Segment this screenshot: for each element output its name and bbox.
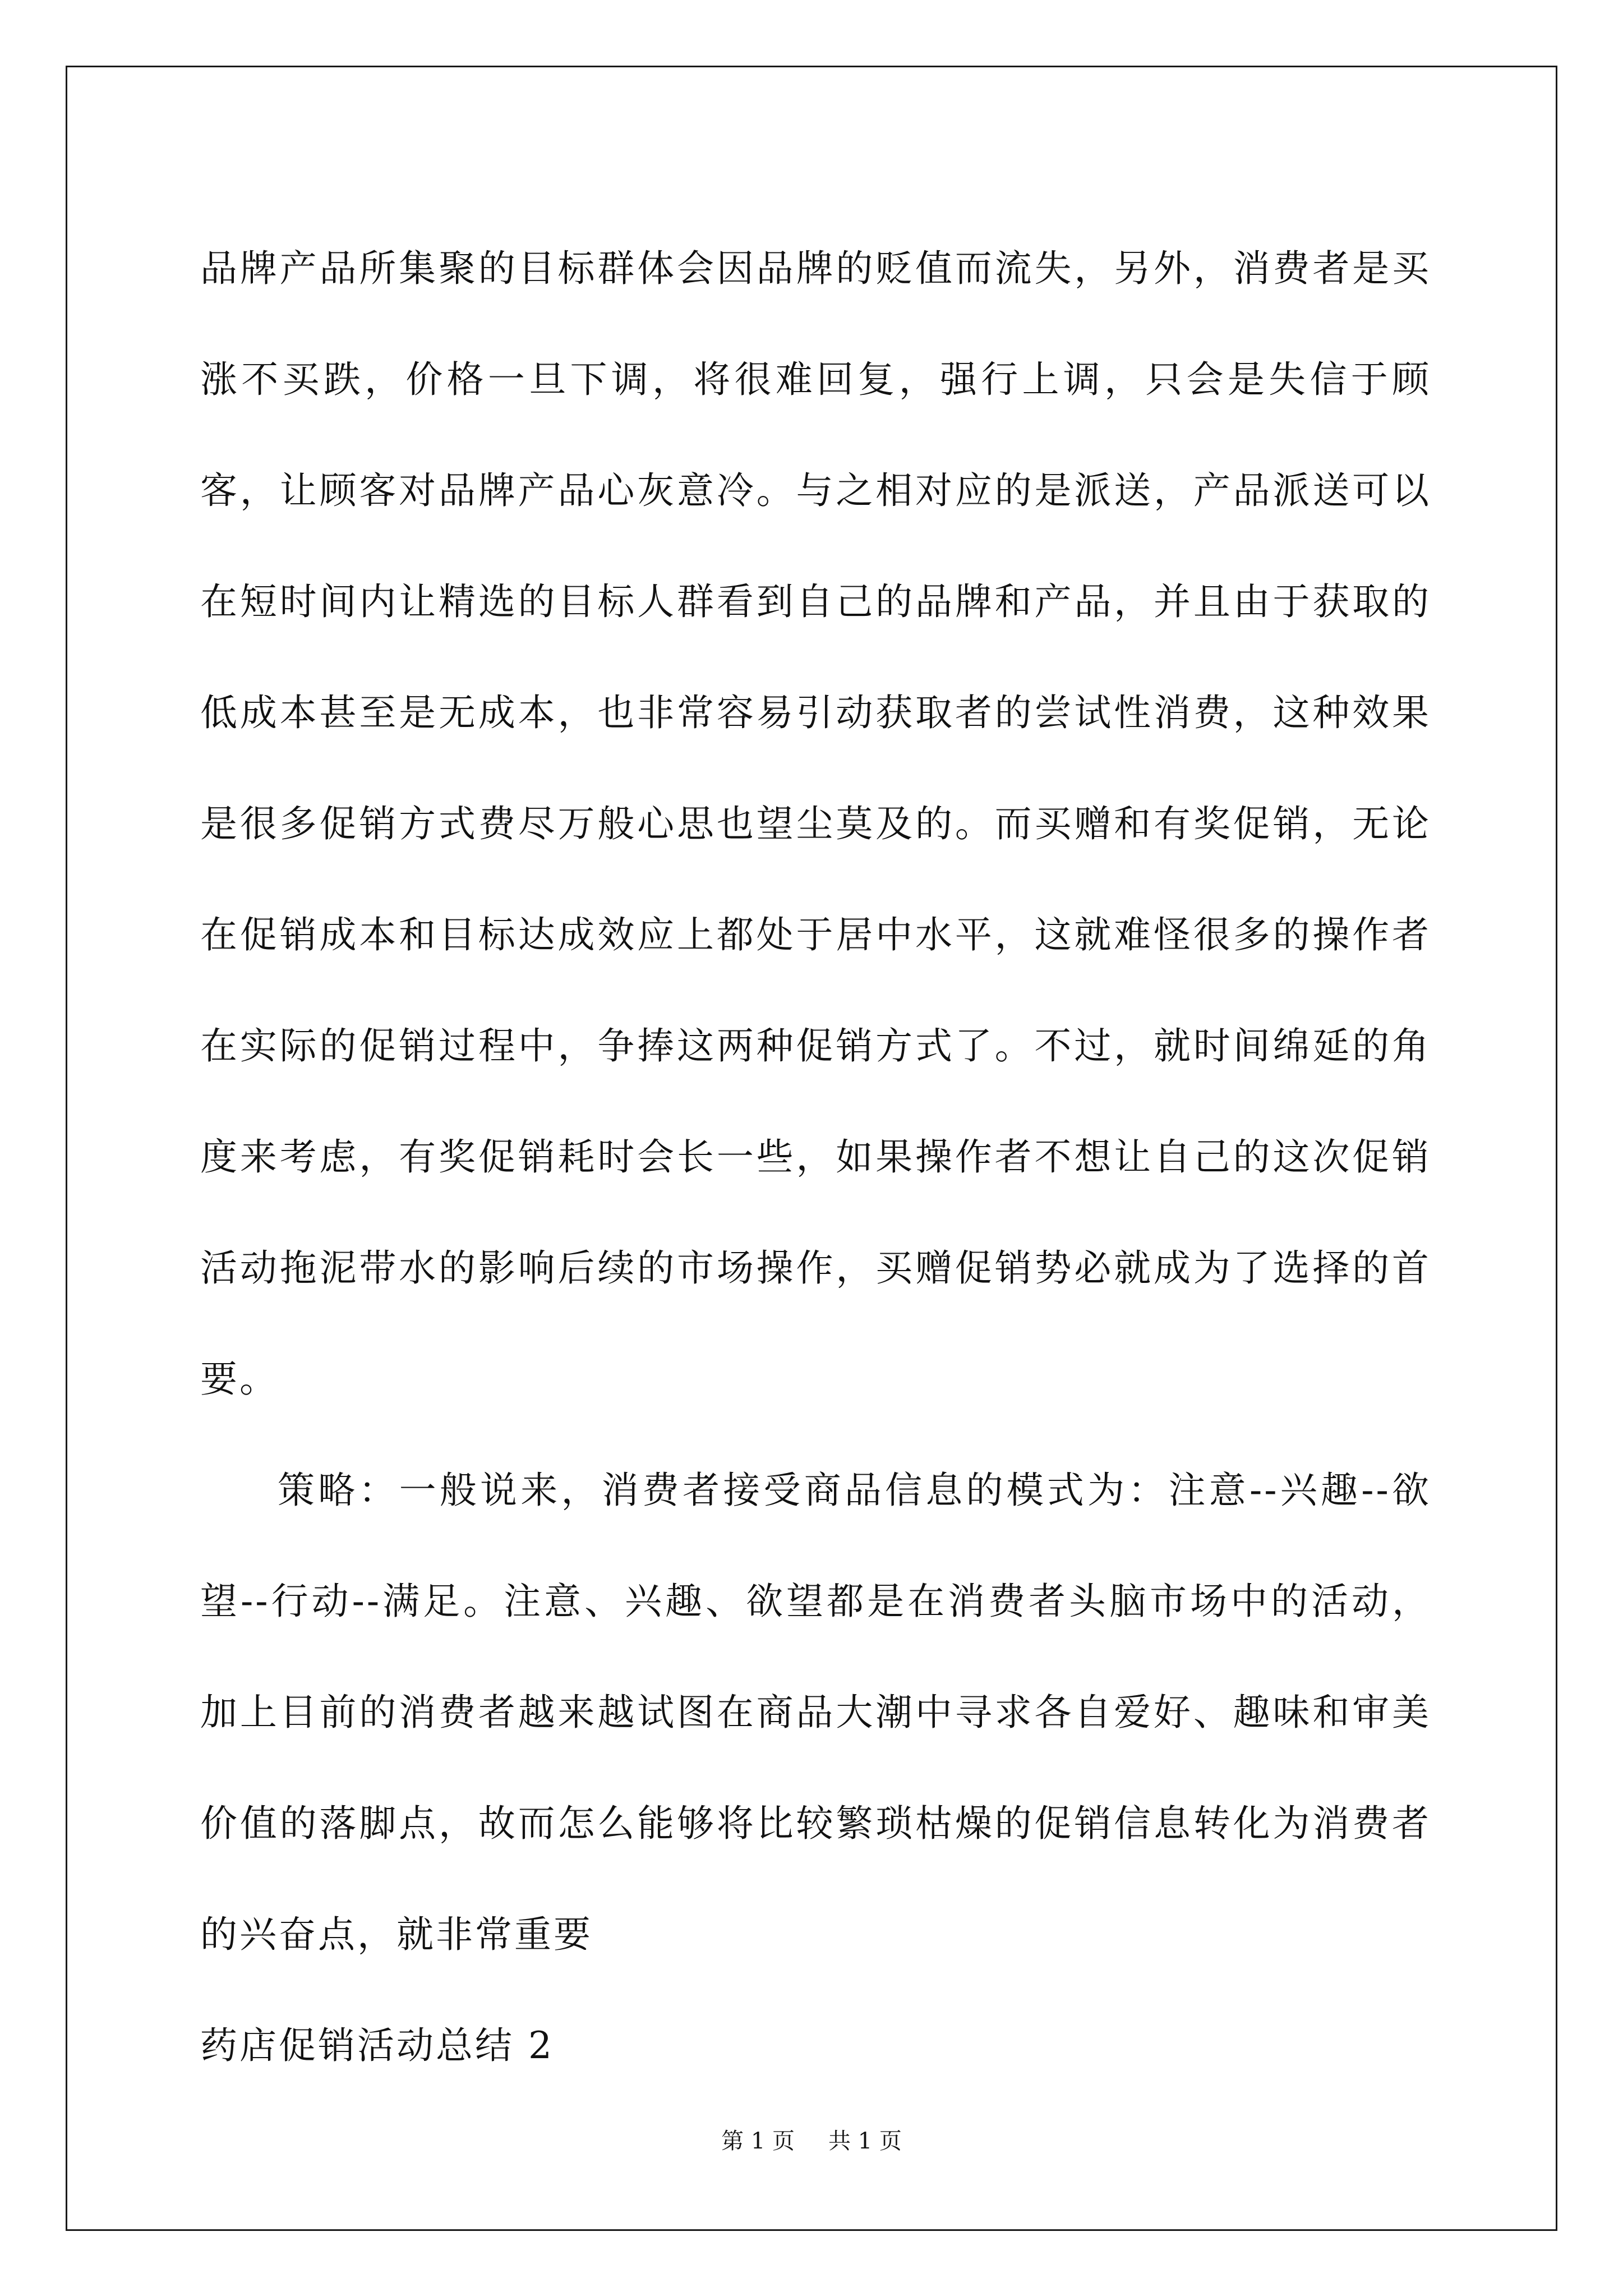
section-heading: 药店促销活动总结 2 xyxy=(200,2024,554,2067)
page-number: 第 1 页 xyxy=(721,2128,795,2154)
page-total: 共 1 页 xyxy=(828,2128,902,2154)
body-paragraph-1: 品牌产品所集聚的目标群体会因品牌的贬值而流失，另外，消费者是买涨不买跌，价格一旦下调，将很难回复，强行上调，只会是失信于顾客，让顾客对品牌产品心灰意冷。与之相对应的是派送，产品派送可以在短时间内让精选的目标人群看到自己的品牌和产品，并且由于获取的低成本甚至是无成本，也非常容易引动获取者的尝试性消费，这种效果是很多促销方式费尽万般心思也望尘莫及的。而买赠和有奖促销，无论在促销成本和目标达成效应上都处于居中水平，这就难怪很多的操作者在实际的促销过程中，争捧这两种促销方式了。不过，就时间绵延的角度来考虑，有奖促销耗时会长一些，如果操作者不想让自己的这次促销活动拖泥带水的影响后续的市场操作，买赠促销势必就成为了选择的首要。 xyxy=(200,247,1431,1401)
page-footer xyxy=(0,2124,1623,2158)
body-paragraph-2: 策略：一般说来，消费者接受商品信息的模式为：注意--兴趣--欲望--行动--满足。注意、兴趣、欲望都是在消费者头脑市场中的活动，加上目前的消费者越来越试图在商品大潮中寻求各自爱好、趣味和审美价值的落脚点，故而怎么能够将比较繁琐枯燥的促销信息转化为消费者的兴奋点，就非常重要 xyxy=(200,1469,1431,1956)
document-body xyxy=(200,213,1431,2101)
